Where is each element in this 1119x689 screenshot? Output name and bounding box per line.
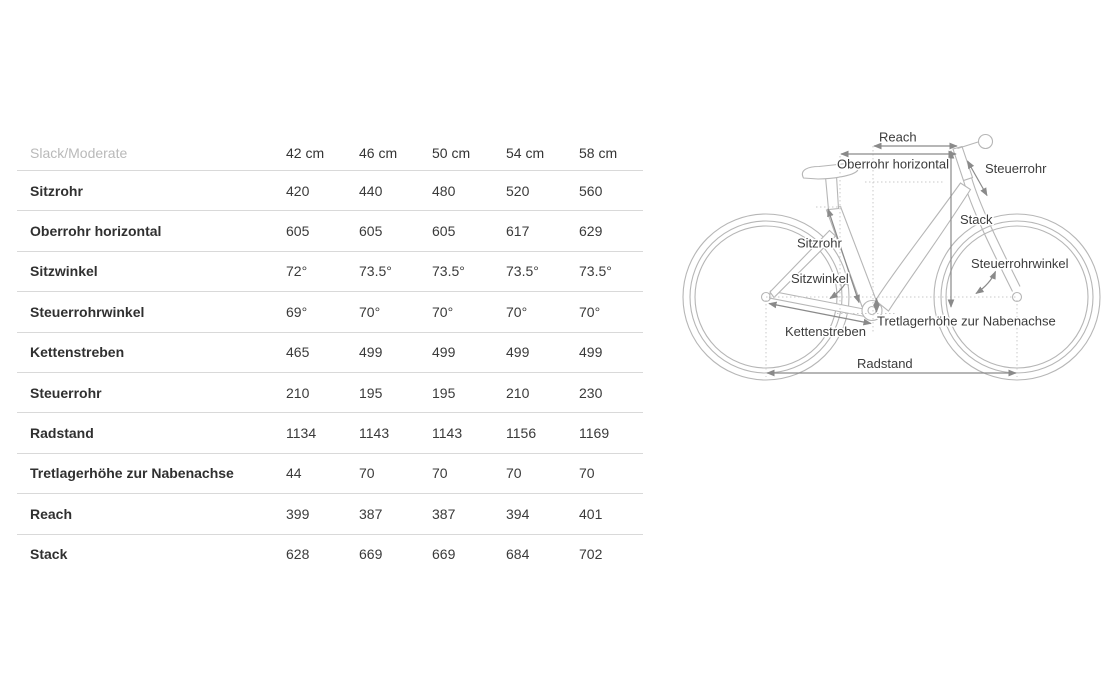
cell-value: 69° [286, 303, 308, 320]
cell-value: 70 [359, 465, 375, 482]
stem [958, 142, 979, 149]
cell-value: 70° [359, 303, 381, 320]
cell-value: 480 [432, 182, 456, 199]
cell-value: 629 [579, 223, 603, 240]
cell-value: 394 [506, 505, 530, 522]
column-header: 42 cm [286, 145, 325, 161]
bike-geometry-diagram [680, 100, 1119, 400]
cell-value: 669 [432, 546, 456, 563]
cell-value: 210 [506, 384, 530, 401]
sitzwinkel-label: Sitzwinkel [791, 271, 849, 286]
steuerrohrwinkel-arc [976, 272, 996, 294]
table-row [17, 373, 643, 413]
table-row [17, 211, 643, 251]
sitzrohr-label: Sitzrohr [797, 235, 842, 251]
table-row [17, 454, 643, 494]
cell-value: 1134 [286, 425, 317, 442]
cell-value: 73.5° [359, 263, 392, 280]
steuerrohr-label: Steuerrohr [985, 161, 1047, 176]
geometry-table [17, 136, 643, 574]
cell-value: 401 [579, 505, 603, 522]
cell-value: 617 [506, 223, 530, 240]
cell-value: 70° [506, 303, 528, 320]
steuerrohrwinkel-label: Steuerrohrwinkel [971, 256, 1069, 271]
kettenstreben-label: Kettenstreben [785, 324, 866, 339]
row-label: Stack [30, 546, 68, 563]
row-label: Steuerrohr [30, 384, 102, 401]
cell-value: 70° [432, 303, 454, 320]
cell-value: 605 [286, 223, 310, 240]
cell-value: 520 [506, 182, 530, 199]
table-row [17, 292, 643, 332]
row-label: Reach [30, 505, 73, 522]
tretlagerhoehe-label: Tretlagerhöhe zur Nabenachse [877, 313, 1056, 329]
cell-value: 387 [359, 505, 383, 522]
row-label: Oberrohr horizontal [30, 223, 162, 240]
cell-value: 440 [359, 182, 383, 199]
column-header: 54 cm [506, 145, 545, 161]
table-header-row [17, 136, 643, 171]
cell-value: 669 [359, 546, 383, 563]
reach-label: Reach [879, 129, 917, 145]
cell-value: 44 [286, 465, 302, 482]
cell-value: 195 [432, 384, 456, 401]
row-label: Sitzwinkel [30, 263, 98, 280]
oberrohr-label: Oberrohr horizontal [837, 156, 949, 172]
down-tube [876, 183, 971, 311]
row-label: Tretlagerhöhe zur Nabenachse [30, 465, 234, 482]
row-label: Sitzrohr [30, 182, 83, 199]
cell-value: 499 [359, 344, 383, 361]
cell-value: 399 [286, 505, 310, 522]
cell-value: 560 [579, 182, 603, 199]
cell-value: 1169 [579, 425, 610, 442]
cell-value: 73.5° [432, 263, 465, 280]
cell-value: 465 [286, 344, 310, 361]
row-label: Radstand [30, 425, 94, 442]
table-row [17, 171, 643, 211]
cell-value: 195 [359, 384, 383, 401]
cell-value: 70 [579, 465, 595, 482]
cell-value: 499 [506, 344, 530, 361]
stack-label: Stack [960, 212, 993, 227]
table-header-title: Slack/Moderate [30, 145, 128, 161]
column-header: 58 cm [579, 145, 618, 161]
cell-value: 499 [579, 344, 603, 361]
row-label: Steuerrohrwinkel [30, 303, 145, 320]
table-row [17, 252, 643, 292]
seat-post [826, 176, 839, 210]
cell-value: 1143 [359, 425, 390, 442]
row-label: Kettenstreben [30, 344, 125, 361]
table-row [17, 333, 643, 373]
table-row [17, 413, 643, 453]
cell-value: 70° [579, 303, 601, 320]
radstand-label: Radstand [857, 356, 913, 371]
cell-value: 73.5° [579, 263, 612, 280]
cell-value: 605 [359, 223, 383, 240]
column-header: 46 cm [359, 145, 398, 161]
seat-tube [827, 207, 877, 307]
cell-value: 387 [432, 505, 456, 522]
cell-value: 72° [286, 263, 308, 280]
cell-value: 70 [432, 465, 448, 482]
table-row [17, 494, 643, 534]
column-header: 50 cm [432, 145, 471, 161]
cell-value: 702 [579, 546, 603, 563]
cell-value: 230 [579, 384, 603, 401]
cell-value: 73.5° [506, 263, 539, 280]
handlebar-grip [979, 135, 993, 149]
cell-value: 1156 [506, 425, 537, 442]
cell-value: 628 [286, 546, 310, 563]
table-row [17, 535, 643, 574]
cell-value: 1143 [432, 425, 463, 442]
cell-value: 605 [432, 223, 456, 240]
cell-value: 210 [286, 384, 310, 401]
cell-value: 420 [286, 182, 310, 199]
cell-value: 684 [506, 546, 530, 563]
cell-value: 70 [506, 465, 522, 482]
cell-value: 499 [432, 344, 456, 361]
